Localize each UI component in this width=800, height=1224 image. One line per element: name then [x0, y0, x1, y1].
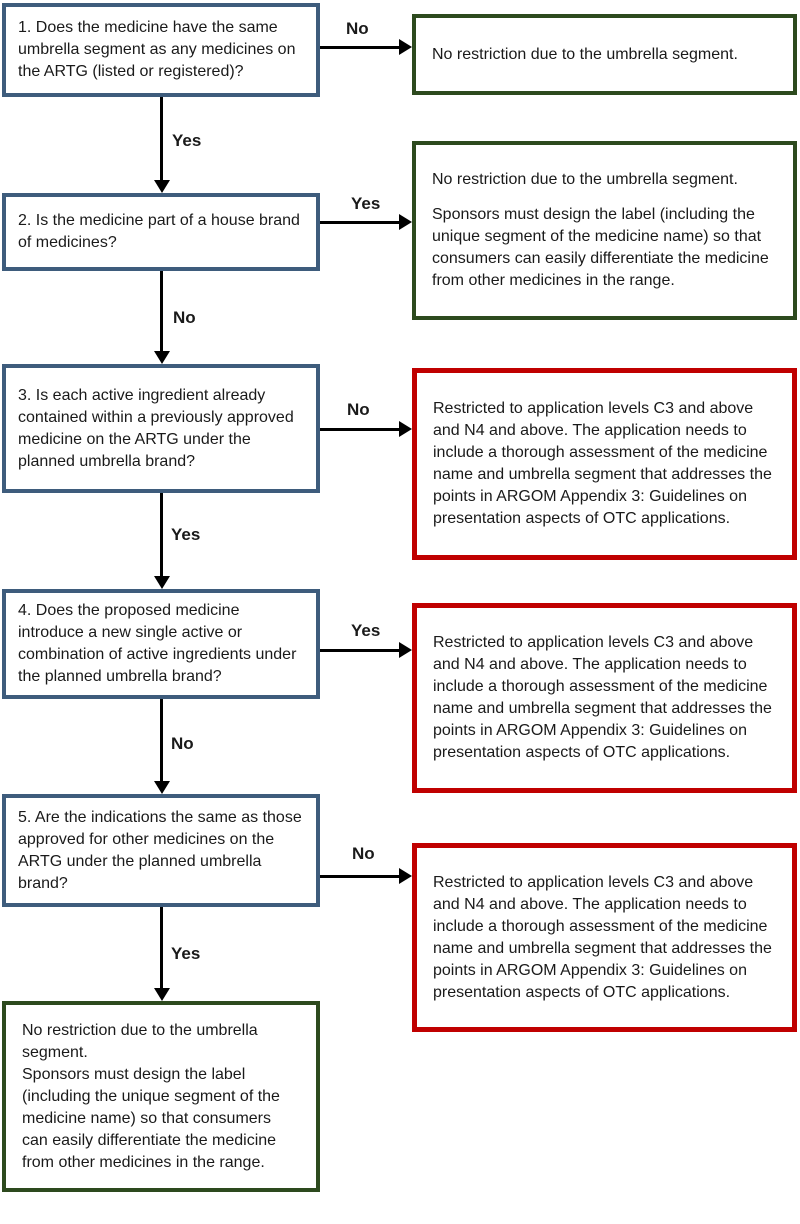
outcome-restricted-text: Restricted to application levels C3 and above and N4 and above. The application needs to include a thorough assessment of the medicine name and umbrella segment that addresses the points in ARGOM Appendix 3: Guidelines on presentation aspects of OTC applications.: [433, 873, 772, 1001]
decision-box-2-text: 2. Is the medicine part of a house brand of medicines?: [18, 212, 300, 251]
decision-box-5: [2, 794, 320, 907]
arrow-q2-to-outcome-head: [399, 214, 412, 230]
arrow-q4-to-q5-line: [160, 699, 163, 782]
edge-label-q1-yes: Yes: [172, 131, 202, 150]
decision-box-5-text: 5. Are the indications the same as those approved for other medicines on the ARTG under the planned umbrella brand?: [18, 808, 302, 892]
edge-label-q4-no: No: [171, 734, 194, 753]
arrow-q4-to-q5-head: [154, 781, 170, 794]
edge-label-q1-no: No: [346, 19, 369, 38]
outcome-box-restricted-1: [412, 368, 797, 560]
decision-box-1-text: 1. Does the medicine have the same umbrella segment as any medicines on the ARTG (listed or registered)?: [18, 19, 296, 80]
edge-label-q4-yes: Yes: [351, 621, 381, 640]
outcome-text: No restriction due to the umbrella segment.: [22, 1021, 258, 1061]
arrow-q1-to-outcome-head: [399, 39, 412, 55]
decision-box-3: [2, 364, 320, 493]
outcome-sponsors-text: Sponsors must design the label (including the unique segment of the medicine name) so that consumers can easily differentiate the medicine from other medicines in the range.: [432, 206, 769, 289]
arrow-q5-to-outcome-line: [320, 875, 399, 878]
edge-label-q5-yes: Yes: [171, 944, 201, 963]
arrow-q5-to-outcome-head: [399, 868, 412, 884]
arrow-q4-to-outcome-line: [320, 649, 399, 652]
edge-label-q2-yes: Yes: [351, 194, 381, 213]
outcome-box-restricted-3: [412, 843, 797, 1032]
edge-label-q2-no: No: [173, 308, 196, 327]
decision-box-4: [2, 589, 320, 699]
edge-label-q3-yes: Yes: [171, 525, 201, 544]
arrow-q3-to-q4-line: [160, 493, 163, 577]
outcome-box-no-restriction-2: [412, 141, 797, 320]
edge-label-q3-no: No: [347, 400, 370, 419]
arrow-q1-to-outcome-line: [320, 46, 399, 49]
outcome-restricted-text: Restricted to application levels C3 and above and N4 and above. The application needs to include a thorough assessment of the medicine name and umbrella segment that addresses the points in ARGOM Appendix 3: Guidelines on presentation aspects of OTC applications.: [433, 634, 772, 761]
outcome-box-no-restriction-final: [2, 1001, 320, 1192]
outcome-sponsors-text: Sponsors must design the label (including the unique segment of the medicine name) so that consumers can easily differentiate the medicine from other medicines in the range.: [22, 1065, 280, 1171]
edge-label-q5-no: No: [352, 844, 375, 863]
decision-box-4-text: 4. Does the proposed medicine introduce a new single active or combination of active ingredients under the planned umbrella brand?: [18, 602, 297, 685]
decision-box-2: [2, 193, 320, 271]
outcome-restricted-text: Restricted to application levels C3 and above and N4 and above. The application needs to include a thorough assessment of the medicine name and umbrella segment that addresses the points in ARGOM Appendix 3: Guidelines on presentation aspects of OTC applications.: [433, 400, 772, 527]
outcome-text: No restriction due to the umbrella segment.: [432, 171, 738, 188]
arrow-q5-to-final-head: [154, 988, 170, 1001]
arrow-q3-to-outcome-head: [399, 421, 412, 437]
arrow-q3-to-q4-head: [154, 576, 170, 589]
arrow-q2-to-outcome-line: [320, 221, 399, 224]
outcome-text: No restriction due to the umbrella segment.: [432, 45, 738, 63]
arrow-q4-to-outcome-head: [399, 642, 412, 658]
arrow-q1-to-q2-line: [160, 97, 163, 181]
decision-box-1: [2, 3, 320, 97]
arrow-q5-to-final-line: [160, 907, 163, 989]
arrow-q1-to-q2-head: [154, 180, 170, 193]
outcome-box-restricted-2: [412, 603, 797, 793]
arrow-q2-to-q3-line: [160, 271, 163, 352]
arrow-q3-to-outcome-line: [320, 428, 399, 431]
arrow-q2-to-q3-head: [154, 351, 170, 364]
decision-box-3-text: 3. Is each active ingredient already contained within a previously approved medicine on the ARTG under the planned umbrella brand?: [18, 386, 294, 470]
outcome-box-no-restriction-1: [412, 14, 797, 95]
